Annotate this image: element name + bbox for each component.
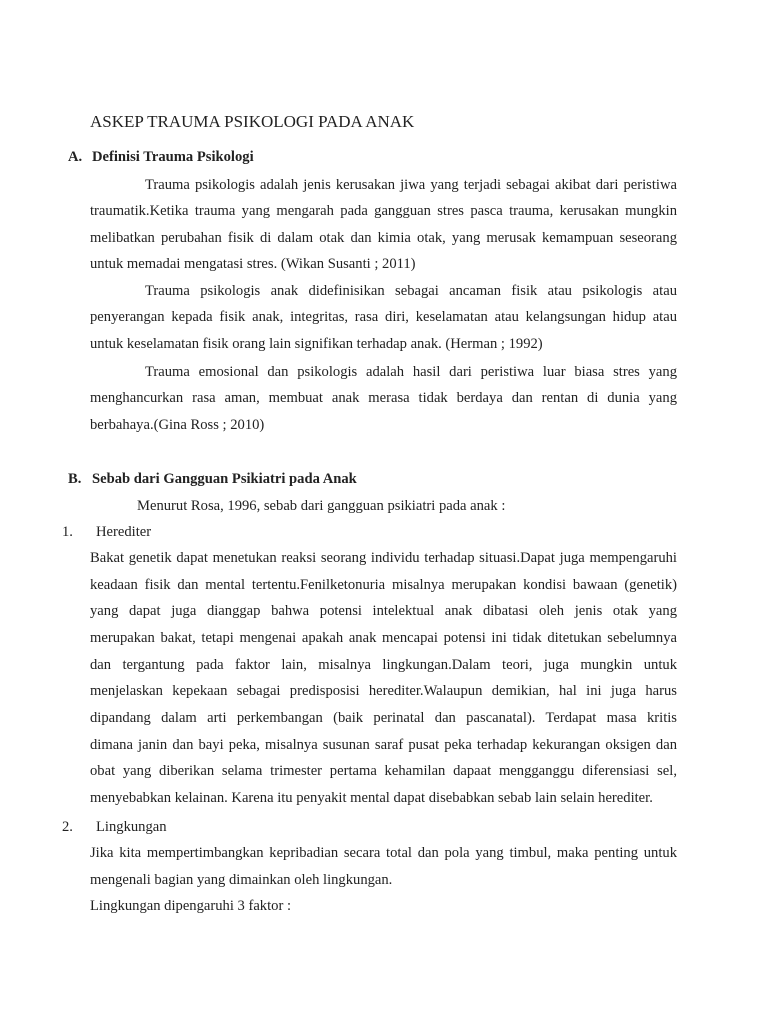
paragraph-line: dipandang dalam arti perkembangan (baik perinatal dan pascanatal). Terdapat masa kritis — [90, 710, 677, 727]
paragraph-line: obat yang diberikan selama trimester pertama kehamilan dapaat mengganggu diferensiasi sel, — [90, 763, 677, 780]
paragraph-line: Lingkungan dipengaruhi 3 faktor : — [90, 898, 292, 915]
paragraph-line: dimana janin dan bayi peka, misalnya susunan saraf pusat peka terhadap kekurangan oksigen dan — [90, 736, 677, 753]
document-title: ASKEP TRAUMA PSIKOLOGI PADA ANAK — [90, 112, 415, 131]
paragraph-line: Trauma psikologis adalah jenis kerusakan jiwa yang terjadi sebagai akibat dari peristiwa — [145, 176, 677, 193]
paragraph-line: Trauma emosional dan psikologis adalah hasil dari peristiwa luar biasa stres yang — [145, 363, 677, 380]
paragraph-line: untuk keselamatan fisik orang lain signifikan terhadap anak. (Herman ; 1992) — [90, 335, 543, 352]
section-a-marker: A. — [68, 149, 83, 165]
list-item-herediter — [62, 519, 677, 812]
paragraph-line: Trauma psikologis anak didefinisikan sebagai ancaman fisik atau psikologis atau — [145, 282, 677, 299]
list-item-label-row — [62, 814, 677, 841]
paragraph-line: Bakat genetik dapat menetukan reaksi seorang individu terhadap situasi.Dapat juga mempengaruhi — [90, 550, 677, 567]
list-item-label: Lingkungan — [96, 818, 167, 835]
paragraph-line: dan tergantung pada faktor lain, misalnya lingkungan.Dalam teori, juga mungkin untuk — [90, 656, 677, 673]
paragraph-line: mengenali bagian yang dimainkan oleh lingkungan. — [90, 871, 393, 888]
paragraph-line: Jika kita mempertimbangkan kepribadian secara total dan pola yang timbul, maka penting untuk — [90, 845, 677, 862]
list-item-number: 1. — [62, 523, 73, 540]
list-item-label: Herediter — [96, 523, 152, 540]
paragraph-line: penyerangan kepada fisik anak, integritas, rasa diri, keselamatan atau kelangsungan hidup atau — [90, 309, 677, 326]
section-a-title: Definisi Trauma Psikologi — [92, 149, 254, 165]
section-b-title: Sebab dari Gangguan Psikiatri pada Anak — [92, 470, 357, 487]
section-b-heading — [68, 466, 668, 493]
paragraph-line: menjelaskan kepekaan sebagai predisposisi herediter.Walaupun demikian, hal ini juga harus — [90, 683, 677, 700]
paragraph-line: traumatik.Ketika trauma yang mengarah pada gangguan stres pasca trauma, kerusakan mungkin — [90, 203, 677, 220]
section-a-paragraph-3 — [90, 359, 677, 439]
section-b-intro: Menurut Rosa, 1996, sebab dari gangguan psikiatri pada anak : — [137, 497, 506, 514]
list-item-label-row — [62, 519, 677, 546]
section-b-marker: B. — [68, 470, 82, 487]
paragraph-line: merupakan bakat, tetapi mengenai apakah anak mencapai potensi ini tidak ditetukan sebelumnya — [90, 630, 677, 647]
paragraph-line: menghancurkan rasa aman, membuat anak merasa tidak berdaya dan rentan di dunia yang — [90, 390, 677, 407]
paragraph-line: melibatkan perubahan fisik di dalam otak dan kimia otak, yang merusak kemampuan seseorang — [90, 229, 677, 246]
paragraph-line: yang dapat juga dianggap bahwa potensi intelektual anak dibatasi oleh jenis otak yang — [90, 603, 677, 620]
paragraph-line: untuk memadai mengatasi stres. (Wikan Susanti ; 2011) — [90, 256, 416, 273]
list-item-lingkungan — [62, 814, 677, 921]
section-a-paragraph-2 — [90, 278, 677, 358]
paragraph-line: berbahaya.(Gina Ross ; 2010) — [90, 416, 265, 433]
list-item-number: 2. — [62, 818, 73, 835]
paragraph-line: menyebabkan kelainan. Karena itu penyakit mental dapat disebabkan sebab lain selain herediter. — [90, 790, 653, 807]
paragraph-line: keadaan fisik dan mental tertentu.Fenilketonuria misalnya merupakan kondisi bawaan (genetik) — [90, 576, 677, 593]
section-a-heading — [68, 144, 668, 171]
section-a-paragraph-1 — [90, 172, 677, 279]
